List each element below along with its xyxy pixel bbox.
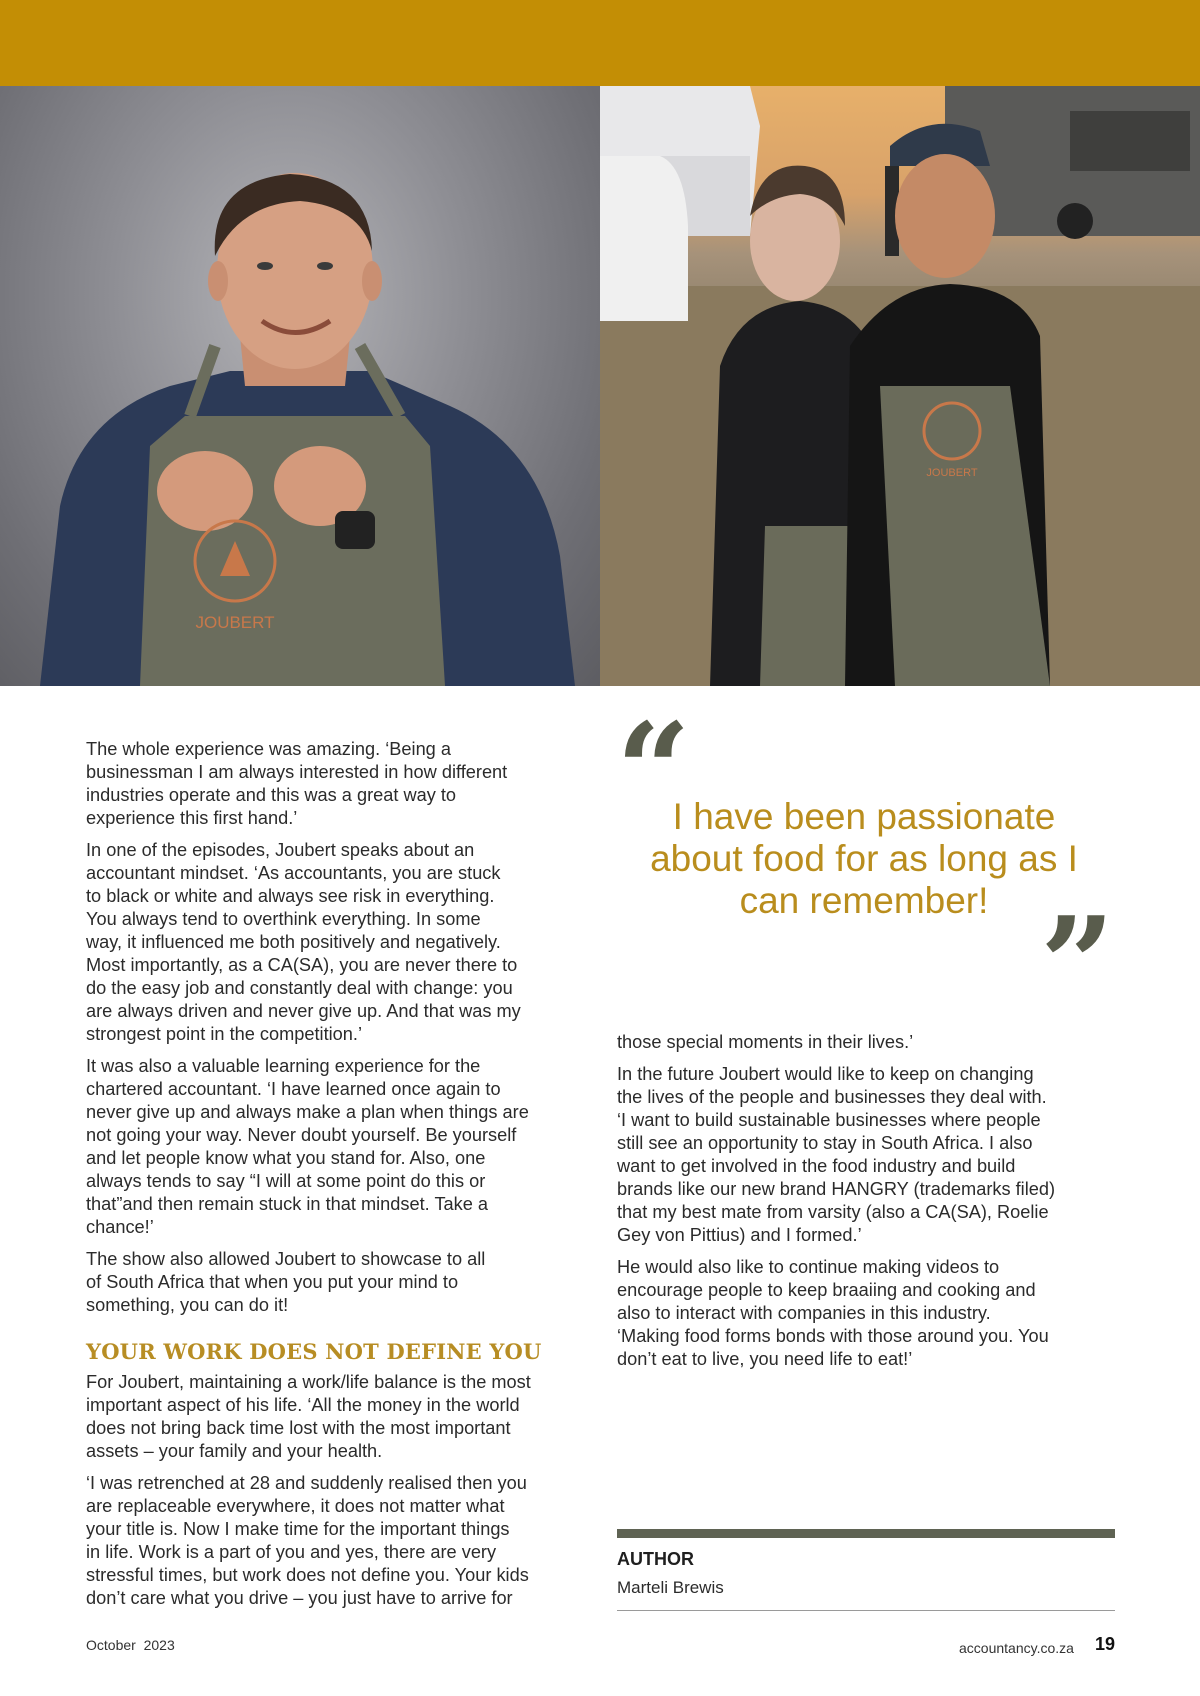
body-paragraph: The show also allowed Joubert to showcase to all of South Africa that when you put your mind to something, you can do it!: [86, 1249, 486, 1315]
right-text-column: [617, 1031, 1117, 1380]
author-label: AUTHOR: [617, 1549, 694, 1569]
body-paragraph: The whole experience was amazing. ‘Being a businessman I am always interested in how different industries operate and this was a great way to experience this first hand.’: [86, 739, 508, 828]
portrait-photo: [0, 86, 600, 686]
pull-quote: I have been passionate about food for as long as I can remember!: [650, 796, 1078, 921]
body-paragraph: For Joubert, maintaining a work/life balance is the most important aspect of his life. ‘All the money in the world does not bring back time lost with the most important assets – your family and your health.: [86, 1372, 531, 1461]
footer-date: October 2023: [86, 1637, 175, 1653]
author-divider-bar: [617, 1529, 1115, 1538]
apron-name-right: JOUBERT: [926, 467, 978, 479]
body-paragraph: ‘I was retrenched at 28 and suddenly realised then you are replaceable everywhere, it does not matter what your title is. Now I make time for the important things in life. Work is a part of you and yes, there are very stressful times, but work does not define you. Your kids don’t care what you drive – you just have to arrive for: [86, 1473, 529, 1608]
page-number: 19: [1095, 1634, 1116, 1654]
footer-website[interactable]: accountancy.co.za: [959, 1640, 1074, 1656]
left-text-column: [86, 738, 586, 1619]
apron-name-left: JOUBERT: [195, 613, 275, 632]
open-quote-mark: “: [616, 694, 691, 847]
body-paragraph: It was also a valuable learning experience for the chartered accountant. ‘I have learned once again to never give up and always make a plan when things are not going your way. Never doubt yourself. Be yourself and let people know what you stand for. Also, one always tends to say “I will at some point do this or that”and then remain stuck in that mindset. Take a chance!’: [86, 1056, 529, 1237]
author-bottom-rule: [617, 1610, 1115, 1611]
close-quote-mark: ”: [1040, 888, 1115, 1041]
body-paragraph: In the future Joubert would like to keep on changing the lives of the people and businesses they deal with. ‘I want to build sustainable businesses where people still see an opportunity to stay in South Africa. I also want to get involved in the food industry and build brands like our new brand HANGRY (trademarks filed) that my best mate from varsity (also a CA(SA), Roelie Gey von Pittius) and I formed.’: [617, 1064, 1056, 1245]
author-name: Marteli Brewis: [617, 1578, 724, 1597]
body-paragraph: He would also like to continue making videos to encourage people to keep braaiing and cooking and also to interact with companies in this industry. ‘Making food forms bonds with those around you. You don’t eat to live, you need life to eat!’: [617, 1257, 1049, 1369]
body-paragraph: those special moments in their lives.’: [617, 1032, 914, 1052]
section-heading: YOUR WORK DOES NOT DEFINE YOU: [86, 1339, 542, 1364]
outdoor-couple-photo: [600, 86, 1200, 686]
top-color-band: [0, 0, 1200, 86]
body-paragraph: In one of the episodes, Joubert speaks about an accountant mindset. ‘As accountants, you are stuck to black or white and always see risk in everything. You always tend to overthink everything. In some way, it influenced me both positively and negatively. Most importantly, as a CA(SA), you are never there to do the easy job and constantly deal with change: you are always driven and never give up. And that was my strongest point in the competition.’: [86, 840, 521, 1044]
